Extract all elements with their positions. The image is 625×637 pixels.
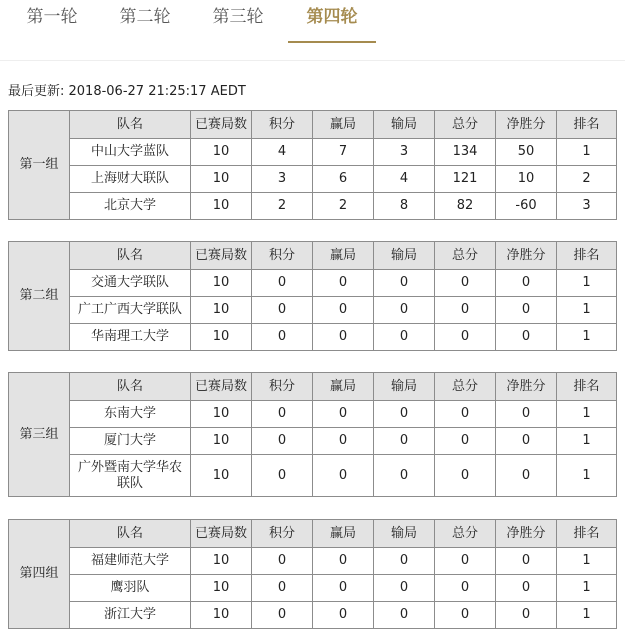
cell-losses: 8 [374,193,435,220]
cell-wins: 0 [313,401,374,428]
cell-points: 0 [252,428,313,455]
column-header-wins: 赢局 [313,242,374,270]
cell-points: 0 [252,324,313,351]
cell-net: 0 [496,602,557,629]
tab-round-4[interactable]: 第四轮 [306,7,358,27]
column-header-played: 已赛局数 [191,111,252,139]
column-header-net: 净胜分 [496,520,557,548]
table-row [9,166,617,193]
team-name: 交通大学联队 [70,270,191,297]
cell-wins: 0 [313,324,374,351]
cell-played: 10 [191,548,252,575]
table-row [9,139,617,166]
team-name: 广工广西大学联队 [70,297,191,324]
cell-points: 0 [252,602,313,629]
cell-losses: 4 [374,166,435,193]
cell-losses: 0 [374,401,435,428]
column-header-played: 已赛局数 [191,242,252,270]
cell-points: 2 [252,193,313,220]
cell-total: 82 [435,193,496,220]
cell-losses: 0 [374,575,435,602]
group-name: 第三组 [9,373,70,497]
team-name: 浙江大学 [70,602,191,629]
team-name: 北京大学 [70,193,191,220]
team-name: 华南理工大学 [70,324,191,351]
column-header-losses: 输局 [374,373,435,401]
column-header-team: 队名 [70,520,191,548]
cell-points: 0 [252,401,313,428]
table-row [9,193,617,220]
column-header-net: 净胜分 [496,242,557,270]
cell-points: 0 [252,455,313,497]
column-header-points: 积分 [252,373,313,401]
cell-points: 0 [252,548,313,575]
cell-losses: 3 [374,139,435,166]
table-header-row [9,242,617,270]
cell-total: 0 [435,401,496,428]
tab-round-3[interactable]: 第三轮 [212,7,264,27]
cell-net: 0 [496,270,557,297]
cell-losses: 0 [374,455,435,497]
column-header-rank: 排名 [557,520,617,548]
group-table-4 [8,519,617,629]
cell-rank: 1 [557,575,617,602]
round-tabs [0,0,625,48]
cell-wins: 0 [313,297,374,324]
active-tab-indicator [288,41,376,43]
column-header-team: 队名 [70,111,191,139]
cell-played: 10 [191,455,252,497]
column-header-points: 积分 [252,242,313,270]
cell-net: 10 [496,166,557,193]
column-header-total: 总分 [435,520,496,548]
cell-played: 10 [191,401,252,428]
cell-wins: 0 [313,575,374,602]
table-row [9,297,617,324]
cell-net: 0 [496,401,557,428]
cell-wins: 0 [313,548,374,575]
cell-total: 0 [435,455,496,497]
cell-total: 0 [435,324,496,351]
cell-losses: 0 [374,324,435,351]
cell-played: 10 [191,297,252,324]
cell-played: 10 [191,139,252,166]
column-header-total: 总分 [435,111,496,139]
table-header-row [9,373,617,401]
tab-round-1[interactable]: 第一轮 [26,7,78,27]
cell-net: -60 [496,193,557,220]
team-name: 上海财大联队 [70,166,191,193]
group-table-2 [8,241,617,351]
column-header-wins: 赢局 [313,520,374,548]
cell-points: 0 [252,575,313,602]
team-name: 福建师范大学 [70,548,191,575]
cell-played: 10 [191,193,252,220]
cell-points: 0 [252,270,313,297]
cell-rank: 1 [557,139,617,166]
cell-wins: 0 [313,270,374,297]
column-header-rank: 排名 [557,242,617,270]
table-row [9,602,617,629]
group-name: 第一组 [9,111,70,220]
cell-total: 0 [435,548,496,575]
column-header-played: 已赛局数 [191,520,252,548]
cell-wins: 0 [313,455,374,497]
cell-points: 0 [252,297,313,324]
tab-round-2[interactable]: 第二轮 [119,7,171,27]
team-name: 鹰羽队 [70,575,191,602]
tabs-divider [0,60,625,61]
cell-rank: 1 [557,297,617,324]
table-header-row [9,520,617,548]
cell-rank: 1 [557,602,617,629]
column-header-team: 队名 [70,373,191,401]
cell-wins: 7 [313,139,374,166]
column-header-net: 净胜分 [496,373,557,401]
group-table-1 [8,110,617,220]
cell-played: 10 [191,324,252,351]
cell-net: 0 [496,575,557,602]
cell-points: 3 [252,166,313,193]
cell-losses: 0 [374,270,435,297]
cell-wins: 0 [313,428,374,455]
cell-total: 0 [435,297,496,324]
cell-rank: 1 [557,548,617,575]
column-header-rank: 排名 [557,373,617,401]
cell-net: 0 [496,548,557,575]
cell-total: 0 [435,575,496,602]
cell-wins: 6 [313,166,374,193]
cell-played: 10 [191,166,252,193]
column-header-losses: 输局 [374,242,435,270]
cell-wins: 2 [313,193,374,220]
cell-total: 134 [435,139,496,166]
cell-played: 10 [191,428,252,455]
cell-played: 10 [191,270,252,297]
cell-rank: 1 [557,428,617,455]
cell-net: 0 [496,428,557,455]
table-row [9,548,617,575]
cell-losses: 0 [374,602,435,629]
cell-losses: 0 [374,428,435,455]
team-name: 厦门大学 [70,428,191,455]
team-name: 中山大学蓝队 [70,139,191,166]
cell-played: 10 [191,575,252,602]
column-header-rank: 排名 [557,111,617,139]
cell-rank: 1 [557,401,617,428]
cell-rank: 3 [557,193,617,220]
cell-net: 50 [496,139,557,166]
cell-wins: 0 [313,602,374,629]
table-row [9,575,617,602]
column-header-wins: 赢局 [313,373,374,401]
cell-rank: 2 [557,166,617,193]
cell-losses: 0 [374,297,435,324]
group-name: 第二组 [9,242,70,351]
cell-rank: 1 [557,455,617,497]
table-row [9,428,617,455]
table-header-row [9,111,617,139]
group-name: 第四组 [9,520,70,629]
column-header-total: 总分 [435,373,496,401]
team-name: 东南大学 [70,401,191,428]
cell-net: 0 [496,297,557,324]
column-header-total: 总分 [435,242,496,270]
table-row [9,401,617,428]
cell-total: 0 [435,602,496,629]
column-header-played: 已赛局数 [191,373,252,401]
cell-net: 0 [496,324,557,351]
table-row [9,455,617,497]
table-row [9,324,617,351]
column-header-net: 净胜分 [496,111,557,139]
cell-net: 0 [496,455,557,497]
cell-losses: 0 [374,548,435,575]
cell-total: 0 [435,270,496,297]
cell-rank: 1 [557,270,617,297]
table-row [9,270,617,297]
last-updated-text: 最后更新: 2018-06-27 21:25:17 AEDT [8,84,246,99]
cell-played: 10 [191,602,252,629]
column-header-losses: 输局 [374,111,435,139]
cell-total: 0 [435,428,496,455]
column-header-losses: 输局 [374,520,435,548]
cell-points: 4 [252,139,313,166]
cell-rank: 1 [557,324,617,351]
team-name: 广外暨南大学华农联队 [70,455,191,497]
column-header-wins: 赢局 [313,111,374,139]
column-header-team: 队名 [70,242,191,270]
cell-total: 121 [435,166,496,193]
column-header-points: 积分 [252,111,313,139]
column-header-points: 积分 [252,520,313,548]
group-table-3 [8,372,617,497]
